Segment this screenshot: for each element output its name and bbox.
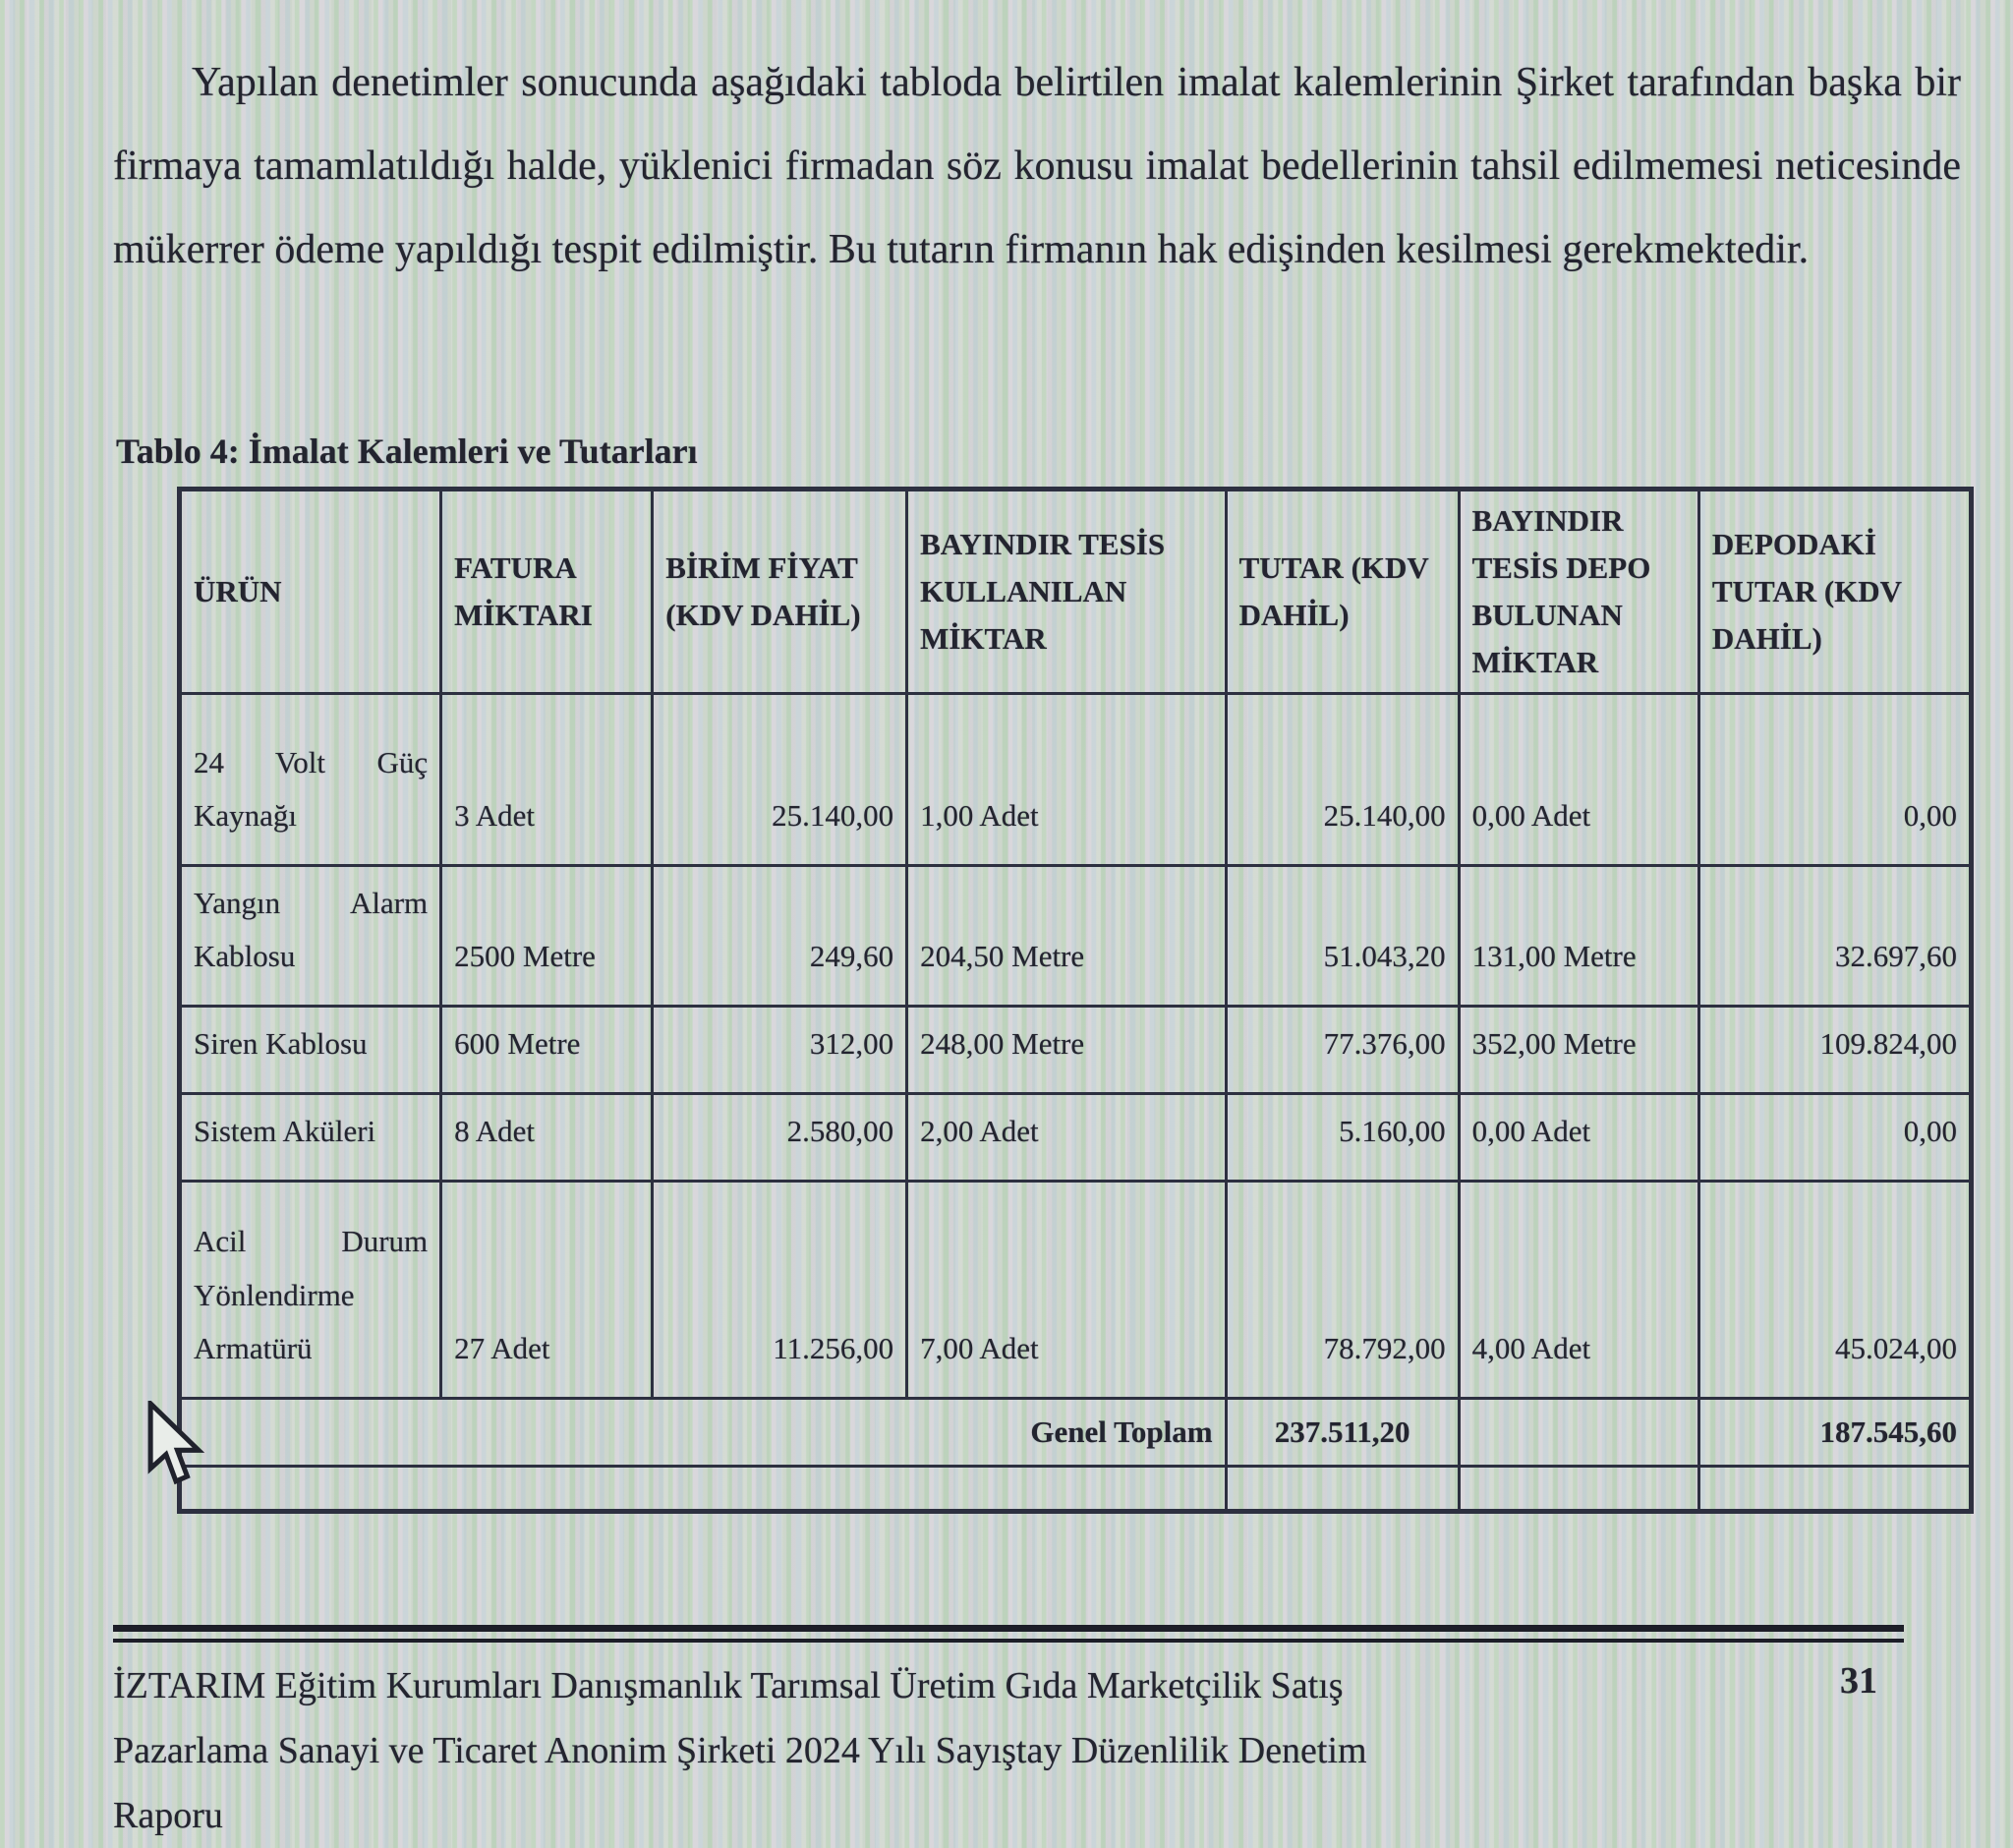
cell-fatura-miktari: 600 Metre — [441, 1007, 653, 1094]
footer-divider — [113, 1625, 1904, 1643]
table-row — [180, 694, 1972, 866]
cell-fatura-miktari: 8 Adet — [441, 1094, 653, 1182]
page-number: 31 — [1840, 1660, 1877, 1702]
cell-kullanilan-miktar: 7,00 Adet — [907, 1182, 1226, 1399]
header-kullanilan-miktar: BAYINDIR TESİS KULLANILAN MİKTAR — [907, 490, 1226, 694]
cell-urun: Siren Kablosu — [180, 1007, 441, 1094]
cell-depo-tutar: 0,00 — [1698, 1094, 1971, 1182]
table-title: Tablo 4: İmalat Kalemleri ve Tutarları — [116, 432, 698, 471]
cell-depo-tutar: 32.697,60 — [1698, 866, 1971, 1007]
header-birim-fiyat: BİRİM FİYAT (KDV DAHİL) — [653, 490, 907, 694]
mouse-cursor-icon — [145, 1401, 206, 1491]
header-fatura-miktari: FATURA MİKTARI — [441, 490, 653, 694]
cell-fatura-miktari: 2500 Metre — [441, 866, 653, 1007]
table-row — [180, 1094, 1972, 1182]
cell-fatura-miktari: 3 Adet — [441, 694, 653, 866]
cell-urun: Acil Durum Yönlendirme Armatürü — [180, 1182, 441, 1399]
cell-depo-tutar: 0,00 — [1698, 694, 1971, 866]
header-urun: ÜRÜN — [180, 490, 441, 694]
total-label: Genel Toplam — [180, 1399, 1227, 1467]
cell-tutar: 77.376,00 — [1226, 1007, 1459, 1094]
cell-tutar: 78.792,00 — [1226, 1182, 1459, 1399]
cell-depo-miktar: 131,00 Metre — [1459, 866, 1698, 1007]
cell-urun: Sistem Aküleri — [180, 1094, 441, 1182]
header-depo-tutar: DEPODAKİ TUTAR (KDV DAHİL) — [1698, 490, 1971, 694]
filler-cell — [180, 1467, 1227, 1512]
cell-kullanilan-miktar: 1,00 Adet — [907, 694, 1226, 866]
table-row — [180, 1007, 1972, 1094]
cell-tutar: 25.140,00 — [1226, 694, 1459, 866]
cell-depo-miktar: 0,00 Adet — [1459, 1094, 1698, 1182]
imalat-table — [177, 487, 1974, 1514]
header-row — [180, 490, 1972, 694]
cell-depo-miktar: 0,00 Adet — [1459, 694, 1698, 866]
cell-birim-fiyat: 312,00 — [653, 1007, 907, 1094]
cell-kullanilan-miktar: 204,50 Metre — [907, 866, 1226, 1007]
table-row — [180, 1182, 1972, 1399]
body-paragraph: Yapılan denetimler sonucunda aşağıdaki tabloda belirtilen imalat kalemlerinin Şirket tarafından başka bir firmaya tamamlatıldığı halde, yüklenici firmadan söz konusu imalat bedellerinin tahsil edilmemesi neticesinde mükerrer ödeme yapıldığı tespit edilmiştir. Bu tutarın firmanın hak edişinden kesilmesi gerekmektedir. — [113, 60, 1961, 272]
cell-kullanilan-miktar: 248,00 Metre — [907, 1007, 1226, 1094]
filler-cell — [1459, 1467, 1698, 1512]
footer-report-title: İZTARIM Eğitim Kurumları Danışmanlık Tarımsal Üretim Gıda Marketçilik Satış Pazarlama Sanayi ve Ticaret Anonim Şirketi 2024 Yılı Sayıştay Düzenlilik Denetim Raporu — [113, 1665, 1367, 1836]
header-tutar: TUTAR (KDV DAHİL) — [1226, 490, 1459, 694]
cell-depo-tutar: 109.824,00 — [1698, 1007, 1971, 1094]
cell-fatura-miktari: 27 Adet — [441, 1182, 653, 1399]
cell-depo-tutar: 45.024,00 — [1698, 1182, 1971, 1399]
cell-birim-fiyat: 2.580,00 — [653, 1094, 907, 1182]
cell-urun: 24 Volt Güç Kaynağı — [180, 694, 441, 866]
total-depo-miktar-empty — [1459, 1399, 1698, 1467]
cell-birim-fiyat: 11.256,00 — [653, 1182, 907, 1399]
cell-urun: Yangın Alarm Kablosu — [180, 866, 441, 1007]
filler-cell — [1226, 1467, 1459, 1512]
total-tutar: 237.511,20 — [1226, 1399, 1459, 1467]
header-depo-miktar: BAYINDIR TESİS DEPO BULUNAN MİKTAR — [1459, 490, 1698, 694]
table-row — [180, 866, 1972, 1007]
cell-depo-miktar: 4,00 Adet — [1459, 1182, 1698, 1399]
cell-depo-miktar: 352,00 Metre — [1459, 1007, 1698, 1094]
cell-tutar: 51.043,20 — [1226, 866, 1459, 1007]
table-bottom-filler-row — [180, 1467, 1972, 1512]
cell-tutar: 5.160,00 — [1226, 1094, 1459, 1182]
cell-kullanilan-miktar: 2,00 Adet — [907, 1094, 1226, 1182]
cell-birim-fiyat: 25.140,00 — [653, 694, 907, 866]
cell-birim-fiyat: 249,60 — [653, 866, 907, 1007]
filler-cell — [1698, 1467, 1971, 1512]
total-row — [180, 1399, 1972, 1467]
total-depo-tutar: 187.545,60 — [1698, 1399, 1971, 1467]
